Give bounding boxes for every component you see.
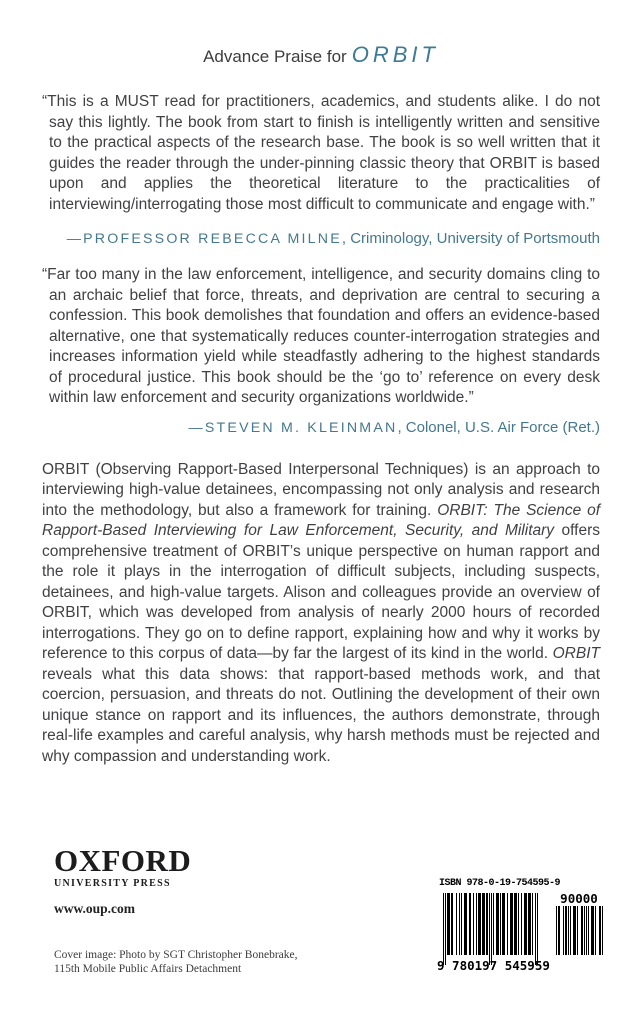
isbn-number-label: ISBN 978-0-19-754595-9 [439, 878, 561, 889]
cover-image-credit [54, 948, 298, 976]
ean5-supplement-bars [555, 906, 603, 955]
publisher-block [54, 845, 191, 917]
header-prefix: Advance Praise for [203, 47, 347, 66]
ean13-digits: 9 780197 545959 [437, 958, 550, 973]
credit-line-1: Cover image: Photo by SGT Christopher Bonebrake, [54, 949, 298, 961]
attribution-name-2: —STEVEN M. KLEINMAN [188, 419, 398, 436]
publisher-logo-university-press: UNIVERSITY PRESS [54, 878, 171, 889]
credit-line-2: 115th Mobile Public Affairs Detachment [54, 963, 242, 975]
quote-attribution-2 [42, 418, 600, 438]
attribution-detail-1: , Criminology, University of Portsmouth [341, 230, 600, 247]
publisher-website: www.oup.com [54, 901, 136, 916]
barcode-supplement-label: 90000 [560, 891, 598, 906]
advance-praise-header [0, 0, 642, 70]
isbn-barcode [437, 877, 607, 992]
attribution-name-1: —PROFESSOR REBECCA MILNE [66, 231, 342, 247]
book-title: ORBIT [351, 42, 439, 67]
praise-quote-2: “Far too many in the law enforcement, intelligence, and security domains cling to an archaic belief that force, threats, and deprivation are central to securing a confession. This book demolishes that foundation and offers an evidence-based alternative, one that systematically reduces counter-interrogation strategies and increases information yield while steadfastly adhering to the highest standards of procedural justice. This book should be the ‘go to’ reference on every desk within law enforcement and security organizations worldwide.” [42, 266, 600, 406]
ean13-barcode-bars [443, 893, 538, 965]
attribution-detail-2: , Colonel, U.S. Air Force (Ret.) [397, 418, 600, 436]
book-description: ORBIT (Observing Rapport-Based Interpersonal Techniques) is an approach to interviewing high-value detainees, encompassing not only analysis and research into the methodology, but also a framework for training. ORBIT: The Science of Rapport-Based Interviewing for Law Enforcement, Security, and Military offers comprehensive treatment of ORBIT’s unique perspective on human rapport and the role it plays in the interrogation of difficult subjects, including suspects, detainees, and high-value targets. Alison and colleagues provide an overview of ORBIT, which was developed from analysis of nearly 2000 hours of recorded interrogations. They go on to define rapport, explaining how and why it works by reference to this corpus of data—by far the largest of its kind in the world. ORBIT reveals what this data shows: that rapport-based methods work, and that coercion, persuasion, and threats do not. Outlining the development of their own unique stance on rapport and its influences, the authors demonstrate, through real-life examples and careful analysis, why harsh methods must be rejected and why compassion and understanding work. [42, 460, 601, 765]
publisher-logo-oxford: OXFORD [54, 843, 192, 878]
praise-quote-1: “This is a MUST read for practitioners, academics, and students alike. I do not say this lightly. The book from start to finish is intelligently written and sensitive to the practical aspects of the research base. The book is so well written that it guides the reader through the under-pinning classic theory that ORBIT is based upon and applies the theoretical literature to the practicalities of interviewing/interrogating those most difficult to communicate and engage with.” [42, 93, 600, 213]
quote-attribution-1 [42, 229, 600, 249]
